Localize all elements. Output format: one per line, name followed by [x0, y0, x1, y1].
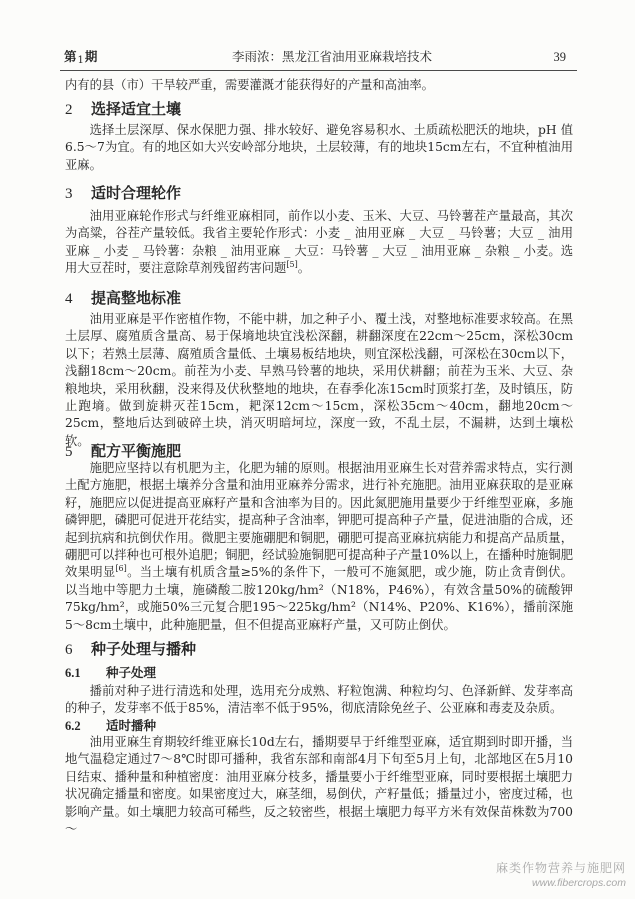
paragraph-text: 油用亚麻轮作形式与纤维亚麻相同，前作以小麦、玉米、大豆、马铃薯茬产量最高，其次为高粱，谷茬产量较低。我省主要轮作形式：小麦 _ 油用亚麻 _ 大豆 _ 马铃薯；大豆 _ 油用亚麻 _ 小麦 _ 马铃薯：杂粮 _ 油用亚麻 _ 大豆：马铃薯 _ 大豆 _ 油用亚麻 _ 杂粮 _ 小麦。选用大豆茬时，要注意除草剂残留药害问题: [65, 209, 573, 276]
page-number: 39: [553, 50, 566, 64]
section-title: 配方平衡施肥: [91, 442, 182, 460]
section-5-body: [65, 460, 573, 634]
section-paragraph: [65, 208, 573, 278]
citation-reference: [5]: [286, 260, 298, 270]
section-paragraph: [65, 460, 573, 634]
subsection-6-2-body: [65, 734, 573, 838]
header-rule: [60, 70, 577, 71]
section-paragraph: 油用亚麻是平作密植作物，不能中耕，加之种子小、覆土浅，对整地标准要求较高。在黑土层厚、腐殖质含量高、易于保墒地块宜浅松深翻，耕翻深度在22cm～25cm，深松30cm以下；若熟土层薄、腐殖质含量低、土壤易板结地块，则宜深松浅翻，可深松在30cm以下，浅翻18cm～20cm。前茬为小麦、早熟马铃薯的地块，采用伏耕翻；前茬为玉米、大豆、杂粮地块，采用秋翻，没来得及伏秋整地的地块，在春季化冻15cm时顶浆打垄，及时镇压，防止跑墒。做到旋耕灭茬15cm，耙深12cm～15cm，深松35cm～40cm，翻地20cm～25cm，整地后达到破碎土块，消灭明暗坷垃，深度一致，不乱土层，不漏耕，达到土壤松软。: [65, 312, 573, 448]
subsection-number: 6.2: [65, 719, 81, 733]
section-heading: [65, 288, 573, 309]
paragraph-text: 。当土壤有机质含量≥5%的条件下，一般可不施氮肥，或少施，防止贪青倒伏。以当地中等肥力土壤，施磷酸二胺120kg/hm²（N18%，P46%），有效含量50%的硫酸钾75kg/hm²，或施50%三元复合肥195～225kg/hm²（N14%、P20%、K16%），播前深施5～8cm土壤中，此种施肥量，但不但提高亚麻籽产量，又可防止倒伏。: [65, 565, 573, 632]
section-number: 4: [65, 291, 73, 307]
continuation-paragraph: 内有的县（市）干旱较严重，需要灌溉才能获得好的产量和高油率。: [65, 78, 434, 92]
issue-prefix: 第: [64, 49, 77, 64]
section-paragraph: 选择土层深厚、保水保肥力强、排水较好、避免容易积水、土质疏松肥沃的地块，pH 值6.5～7为宜。有的地区如大兴安岭部分地块，土层较薄，有的地块15cm左右，不宜种植油用亚麻。: [65, 123, 573, 172]
subsection-title: 适时播种: [106, 718, 157, 733]
section-title: 选择适宜土壤: [91, 100, 182, 118]
continuation-block: [65, 77, 573, 94]
section-3-body: [65, 208, 573, 278]
issue-number: 1: [77, 55, 84, 66]
section-4-heading-block: [65, 288, 573, 309]
issue-suffix: 期: [84, 49, 98, 64]
section-4-body: [65, 311, 573, 450]
issue-label: [64, 48, 97, 68]
section-number: 2: [65, 102, 73, 118]
section-heading: [65, 441, 573, 462]
section-5-heading-block: [65, 441, 573, 462]
section-number: 3: [65, 186, 73, 202]
section-title: 提高整地标准: [91, 289, 182, 307]
section-heading: [65, 99, 573, 120]
section-6-heading-block: [65, 639, 573, 660]
subsection-number: 6.1: [65, 666, 81, 680]
paragraph-text: 。: [297, 261, 311, 276]
section-2-body: [65, 122, 573, 174]
subsection-paragraph: 播前对种子进行清选和处理，选用充分成熟、籽粒饱满、种粒均匀、色泽新鲜、发芽率高的种子，发芽率不低于85%，清洁率不低于95%，彻底清除免丝子、公亚麻和毒麦及杂质。: [65, 684, 573, 716]
subsection-6-1-heading-block: [65, 664, 573, 682]
citation-reference: [6]: [115, 564, 127, 574]
subsection-heading: [65, 717, 573, 735]
section-number: 6: [65, 642, 73, 658]
watermark-site-name: 麻类作物营养与施肥网: [495, 861, 626, 875]
section-heading: [65, 183, 573, 204]
subsection-title: 种子处理: [106, 665, 157, 680]
section-2-heading-block: [65, 99, 573, 120]
paragraph-text: 施肥应坚持以有机肥为主，化肥为辅的原则。根据油用亚麻生长对营养需求特点，实行测土配方施肥，根据土壤养分含量和油用亚麻养分需求，进行补充施肥。油用亚麻获取的是亚麻籽，施肥应以促进提高亚麻籽产量和含油率为目的。因此氮肥施用量要少于纤维型亚麻，多施磷钾肥，磷肥可促进开花结实，提高种子含油率，钾肥可提高种子产量，促进油脂的合成，还起到抗病和抗倒伏作用。微肥主要施硼肥和铜肥，硼肥可提高亚麻抗病能力和提高产品质量，硼肥可以拌种也可根外追肥；铜肥，经试验施铜肥可提高种子产量10%以上，在播种时施铜肥效果明显: [65, 461, 573, 580]
section-3-heading-block: [65, 183, 573, 204]
running-header: [64, 48, 572, 66]
watermark-url: www.fibercrops.com: [532, 877, 626, 889]
section-title: 适时合理轮作: [91, 184, 182, 202]
section-heading: [65, 639, 573, 660]
section-number: 5: [65, 444, 73, 460]
subsection-6-1-body: [65, 683, 573, 718]
subsection-heading: [65, 664, 573, 682]
running-title: 李雨浓：黑龙江省油用亚麻栽培技术: [232, 49, 433, 64]
subsection-6-2-heading-block: [65, 717, 573, 735]
subsection-paragraph: 油用亚麻生育期较纤维亚麻长10d左右，播期要早于纤维型亚麻，适宜期到时即开播，当地气温稳定通过7～8℃时即可播种，我省东部和南部4月下旬至5月上旬，北部地区在5月10日结束、播种量和种植密度：油用亚麻分枝多，播量要小于纤维型亚麻，同时要根据土壤肥力状况确定播量和密度。如果密度过大，麻茎细，易倒伏，产籽量低；播量过小，密度过稀，也影响产量。如土壤肥力较高可稀些，反之较密些，根据土壤肥力每平方米有效保苗株数为700～: [65, 735, 573, 837]
section-title: 种子处理与播种: [91, 640, 197, 658]
watermark: [496, 860, 626, 891]
